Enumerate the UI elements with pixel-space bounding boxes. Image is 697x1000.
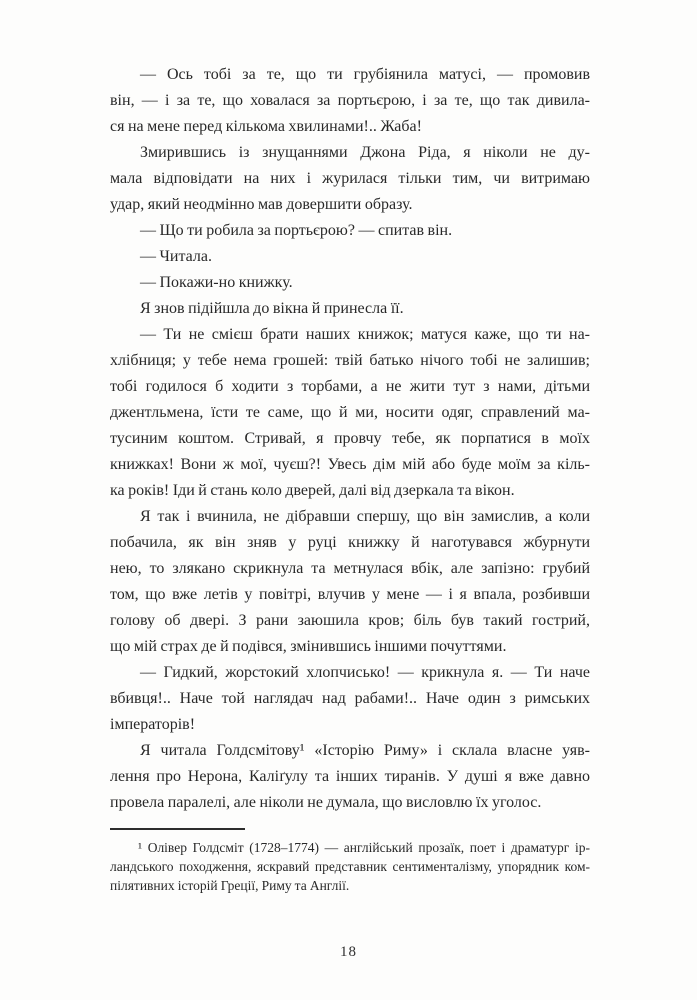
text-line: ка років! Іди й стань коло дверей, далі від дзеркала та вікон. <box>110 482 515 499</box>
text-line: він, — і за те, що ховалася за портьєрою, і за те, що так дивила- <box>110 92 590 109</box>
text-line: — Читала. <box>140 248 212 265</box>
text-line: — Покажи-но книжку. <box>140 274 293 291</box>
text-line: книжках! Вони ж мої, чуєш?! Увесь дім мій або буде моїм за кіль- <box>110 456 590 473</box>
text-line: — Що ти робила за портьєрою? — спитав він. <box>140 222 453 239</box>
text-line: — Ти не смієш брати наших книжок; матуся каже, що ти на- <box>140 326 590 343</box>
text-line: лення про Нерона, Каліґулу та інших тиранів. У душі я вже давно <box>110 768 590 785</box>
page-number: 18 <box>340 944 357 960</box>
text-line: том, що вже летів у повітрі, влучив у мене — і я впала, розбивши <box>110 586 590 603</box>
text-line: удар, який неодмінно мав довершити образу. <box>110 196 413 213</box>
text-line: ландського походження, яскравий представник сентименталізму, упорядник ком- <box>110 859 590 874</box>
text-line: — Гидкий, жорстокий хлопчисько! — крикнула я. — Ти наче <box>140 664 590 681</box>
footnote-separator <box>110 828 245 830</box>
body-text <box>110 62 590 816</box>
text-line: побачила, як він зняв у руці книжку й наготувався жбурнути <box>110 534 590 551</box>
text-line: тусиним коштом. Стривай, я провчу тебе, як порпатися в моїх <box>110 430 590 447</box>
text-line: голову об двері. З рани заюшила кров; біль був такий гострий, <box>110 612 590 629</box>
text-line: що мій страх де й подівся, змінившись іншими почуттями. <box>110 638 507 655</box>
text-line: — Ось тобі за те, що ти грубіянила матусі, — промовив <box>140 66 590 83</box>
footnote <box>110 838 590 895</box>
text-line: ся на мене перед кількома хвилинами!.. Жаба! <box>110 118 422 135</box>
text-line: імператорів! <box>110 716 196 733</box>
text-line: провела паралелі, але ніколи не думала, що висловлю їх уголос. <box>110 794 542 811</box>
text-line: пілятивних історій Греції, Риму та Англії. <box>110 878 350 893</box>
text-line: мала відповідати на них і журилася тільки тим, чи витримаю <box>110 170 590 187</box>
text-line: ¹ Олівер Голдсміт (1728–1774) — англійський прозаїк, поет і драматург ір- <box>138 840 590 855</box>
text-line: джентльмена, їсти те саме, що й ми, носити одяг, справлений ма- <box>110 404 590 421</box>
text-line: Я так і вчинила, не дібравши спершу, що він замислив, а коли <box>140 508 590 525</box>
text-line: Я читала Голдсмітову¹ «Історію Риму» і склала власне уяв- <box>140 742 590 759</box>
text-line: Змирившись із знущаннями Джона Ріда, я ніколи не ду- <box>140 144 590 161</box>
text-line: нею, то злякано скрикнула та метнулася вбік, але запізно: грубий <box>110 560 590 577</box>
text-line: вбивця!.. Наче той наглядач над рабами!.. Наче один з римських <box>110 690 590 707</box>
text-line: тобі годилося б ходити з торбами, а не жити тут з нами, дітьми <box>110 378 590 395</box>
text-line: хлібниця; у тебе нема грошей: твій батько нічого тобі не залишив; <box>110 352 590 369</box>
text-line: Я знов підійшла до вікна й принесла її. <box>140 300 404 317</box>
